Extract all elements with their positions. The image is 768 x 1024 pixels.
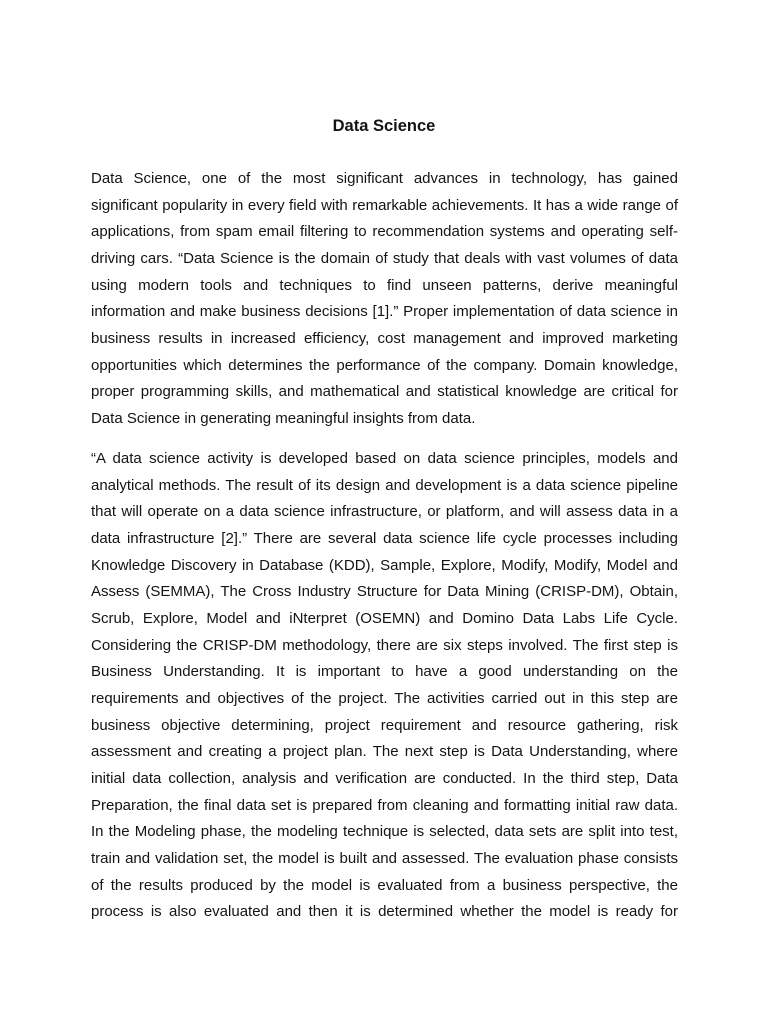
text-line: train and validation set, the model is built and assessed. The evaluation phase consists: [91, 849, 678, 867]
text-line: that will operate on a data science infrastructure, or platform, and will assess data in a: [91, 503, 678, 521]
text-line: Data Science, one of the most significant advances in technology, has gained: [91, 170, 678, 187]
text-line: significant popularity in every field with remarkable achievements. It has a wide range of: [91, 196, 678, 214]
text-line: using modern tools and techniques to find unseen patterns, derive meaningful: [91, 276, 678, 294]
text-line: Knowledge Discovery in Database (KDD), Sample, Explore, Modify, Modify, Model and: [91, 556, 678, 574]
text-line: process is also evaluated and then it is determined whether the model is ready for: [91, 903, 678, 921]
text-line: In the Modeling phase, the modeling technique is selected, data sets are split into test,: [91, 823, 678, 841]
text-line: Scrub, Explore, Model and iNterpret (OSEMN) and Domino Data Labs Life Cycle.: [91, 609, 678, 627]
text-line: opportunities which determines the performance of the company. Domain knowledge,: [91, 356, 678, 374]
text-line: driving cars. “Data Science is the domain of study that deals with vast volumes of data: [91, 249, 678, 267]
text-line: “A data science activity is developed based on data science principles, models and: [91, 450, 678, 467]
paragraph-intro: [91, 166, 678, 433]
text-line: Data Science in generating meaningful insights from data.: [91, 409, 476, 427]
text-line: applications, from spam email filtering to recommendation systems and operating self-: [91, 223, 678, 241]
text-line: data infrastructure [2].” There are several data science life cycle processes including: [91, 529, 678, 547]
text-line: analytical methods. The result of its design and development is a data science pipeline: [91, 476, 678, 494]
text-line: Business Understanding. It is important to have a good understanding on the: [91, 663, 678, 681]
text-line: requirements and objectives of the project. The activities carried out in this step are: [91, 689, 678, 707]
text-line: business results in increased efficiency, cost management and improved marketing: [91, 329, 678, 347]
text-line: information and make business decisions [1].” Proper implementation of data science in: [91, 303, 678, 321]
paragraph-crisp-dm: [91, 446, 678, 926]
text-line: proper programming skills, and mathematical and statistical knowledge are critical for: [91, 383, 678, 401]
text-line: of the results produced by the model is evaluated from a business perspective, the: [91, 876, 678, 894]
page-title: Data Science: [332, 117, 436, 135]
text-line: assessment and creating a project plan. The next step is Data Understanding, where: [91, 743, 678, 761]
text-line: Assess (SEMMA), The Cross Industry Structure for Data Mining (CRISP-DM), Obtain,: [91, 583, 678, 601]
text-line: Considering the CRISP-DM methodology, there are six steps involved. The first step is: [91, 636, 678, 654]
text-line: business objective determining, project requirement and resource gathering, risk: [91, 716, 678, 734]
text-line: Preparation, the final data set is prepared from cleaning and formatting initial raw data.: [91, 796, 678, 814]
text-line: initial data collection, analysis and verification are conducted. In the third step, Data: [91, 769, 678, 787]
